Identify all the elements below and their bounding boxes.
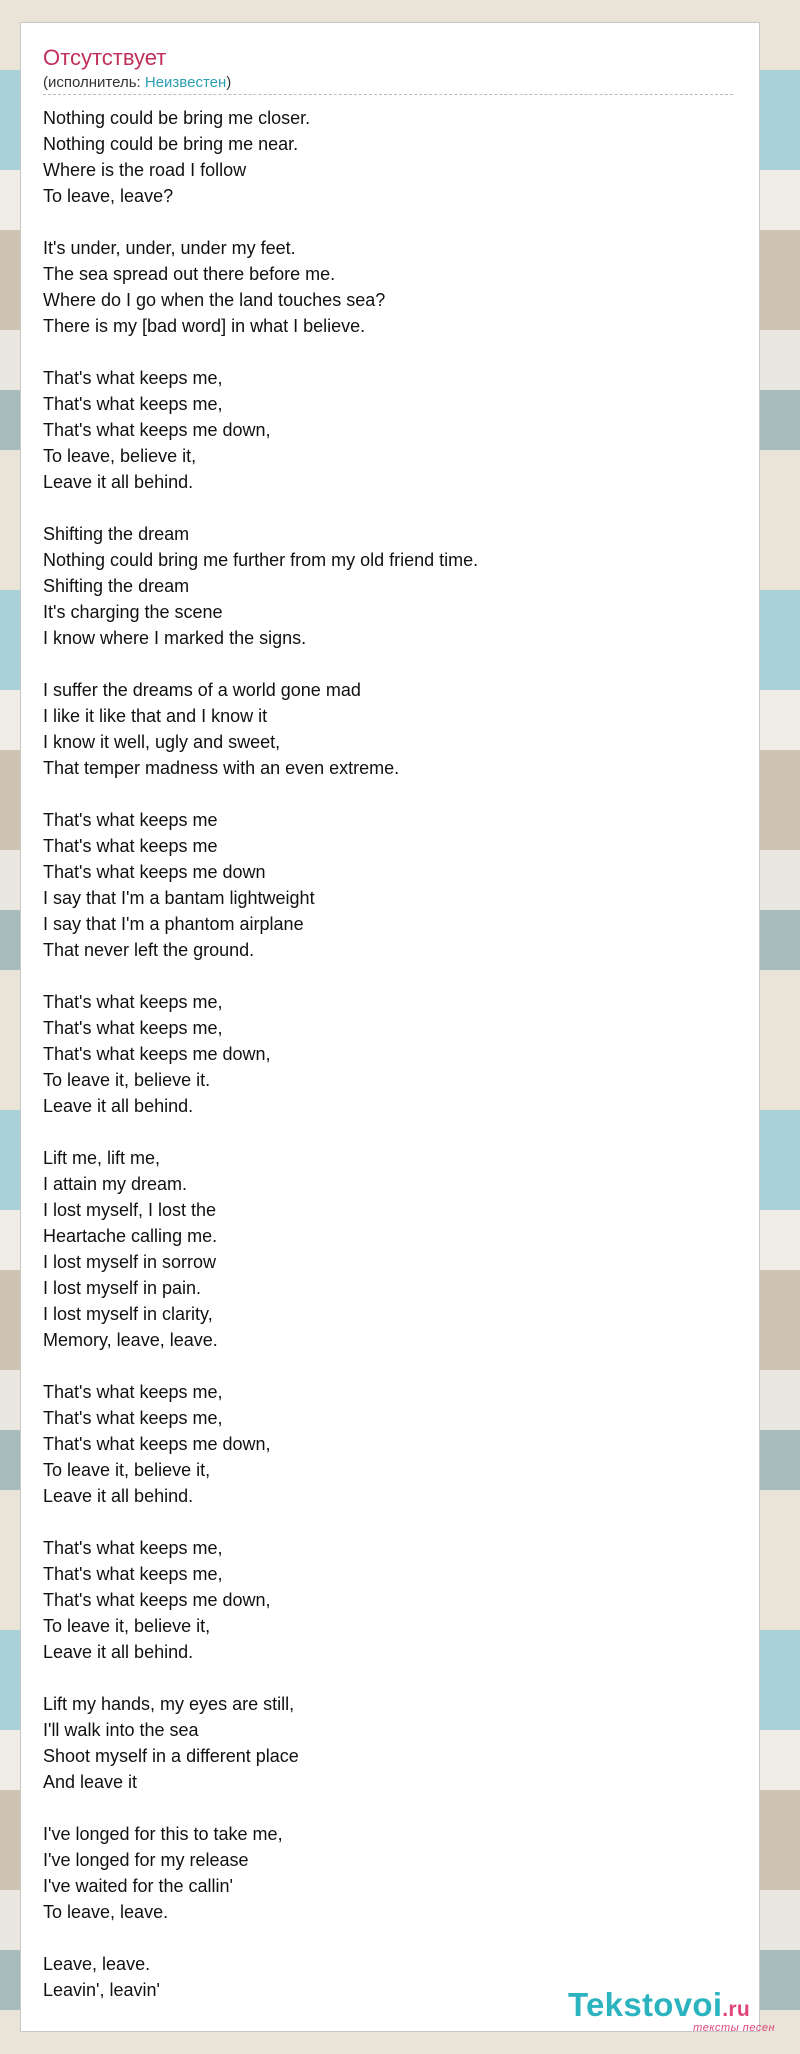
lyric-line: That's what keeps me down, (43, 1434, 271, 1454)
lyric-line: Where is the road I follow (43, 160, 247, 180)
lyric-line: That never left the ground. (43, 940, 255, 960)
lyric-line: Lift my hands, my eyes are still, (43, 1694, 295, 1714)
lyric-line: That's what keeps me, (43, 1538, 223, 1558)
lyric-line: I know it well, ugly and sweet, (43, 732, 281, 752)
lyric-line: That's what keeps me, (43, 1564, 223, 1584)
lyric-line: Leave, leave. (43, 1954, 151, 1974)
lyric-line (43, 651, 733, 677)
lyric-line: There is my [bad word] in what I believe. (43, 316, 366, 336)
lyrics-card (20, 22, 775, 2034)
lyric-line: That's what keeps me, (43, 368, 223, 388)
lyric-line (43, 1925, 733, 1951)
lyric-line (43, 495, 733, 521)
lyric-line (43, 1353, 733, 1379)
lyric-line: The sea spread out there before me. (43, 264, 336, 284)
lyric-line: I'll walk into the sea (43, 1720, 199, 1740)
lyric-line: I lost myself in pain. (43, 1278, 202, 1298)
lyric-line: Where do I go when the land touches sea? (43, 290, 386, 310)
lyric-line: To leave it, believe it. (43, 1070, 211, 1090)
lyric-line: That's what keeps me (43, 836, 218, 856)
lyric-line: And leave it (43, 1772, 138, 1792)
lyric-line: Shoot myself in a different place (43, 1746, 299, 1766)
lyric-line: I lost myself, I lost the (43, 1200, 217, 1220)
lyric-line (43, 1509, 733, 1535)
lyric-line: That's what keeps me, (43, 992, 223, 1012)
lyric-line: That's what keeps me down, (43, 1044, 271, 1064)
lyric-line: That's what keeps me down, (43, 420, 271, 440)
logo-tagline: тексты песен (693, 2022, 775, 2034)
lyric-line: I say that I'm a phantom airplane (43, 914, 304, 934)
lyric-line: Shifting the dream (43, 524, 190, 544)
lyric-line: That's what keeps me down (43, 862, 266, 882)
site-logo[interactable] (568, 1986, 793, 2036)
lyric-line: I've waited for the callin' (43, 1876, 233, 1896)
lyric-line: That's what keeps me, (43, 1408, 223, 1428)
lyric-line: To leave, believe it, (43, 446, 197, 466)
lyric-line: To leave, leave? (43, 186, 174, 206)
lyric-line: To leave it, believe it, (43, 1616, 211, 1636)
lyric-line: I know where I marked the signs. (43, 628, 307, 648)
lyric-line: I like it like that and I know it (43, 706, 268, 726)
lyric-line: Leave it all behind. (43, 472, 194, 492)
logo-main-text: Tekstovoi (568, 1986, 723, 2023)
lyric-line (43, 963, 733, 989)
lyric-line (43, 209, 733, 235)
artist-suffix: ) (226, 74, 232, 91)
lyric-line: Shifting the dream (43, 576, 190, 596)
lyric-line: That's what keeps me, (43, 1382, 223, 1402)
title-divider (43, 94, 733, 95)
lyric-line: Leave it all behind. (43, 1096, 194, 1116)
lyric-line: Lift me, lift me, (43, 1148, 161, 1168)
lyric-line: To leave it, believe it, (43, 1460, 211, 1480)
lyric-line (43, 1795, 733, 1821)
lyric-line: Leavin', leavin' (43, 1980, 160, 2000)
lyric-line: Nothing could be bring me near. (43, 134, 299, 154)
lyric-line: I've longed for my release (43, 1850, 249, 1870)
lyric-line: I suffer the dreams of a world gone mad (43, 680, 361, 700)
lyric-line: To leave, leave. (43, 1902, 169, 1922)
artist-line (43, 74, 231, 91)
lyric-line: That's what keeps me, (43, 394, 223, 414)
lyric-line: It's under, under, under my feet. (43, 238, 296, 258)
artist-prefix: (исполнитель: (43, 74, 145, 91)
lyric-line: I attain my dream. (43, 1174, 188, 1194)
lyric-line: Leave it all behind. (43, 1642, 194, 1662)
lyric-line: That's what keeps me down, (43, 1590, 271, 1610)
lyrics-text (43, 105, 733, 2003)
lyric-line: Nothing could bring me further from my old friend time. (43, 550, 479, 570)
lyric-line: Memory, leave, leave. (43, 1330, 218, 1350)
artist-link[interactable]: Неизвестен (144, 74, 227, 91)
lyric-line: Heartache calling me. (43, 1226, 218, 1246)
lyric-line: I've longed for this to take me, (43, 1824, 283, 1844)
lyric-line (43, 1665, 733, 1691)
lyric-line: Nothing could be bring me closer. (43, 108, 311, 128)
lyric-line (43, 1119, 733, 1145)
lyric-line: I lost myself in clarity, (43, 1304, 213, 1324)
lyric-line (43, 781, 733, 807)
lyric-line: That's what keeps me, (43, 1018, 223, 1038)
lyric-line: I say that I'm a bantam lightweight (43, 888, 315, 908)
lyric-line: Leave it all behind. (43, 1486, 194, 1506)
lyric-line: It's charging the scene (43, 602, 223, 622)
lyric-line: That's what keeps me (43, 810, 218, 830)
logo-wordmark (568, 1986, 750, 2024)
lyric-line: That temper madness with an even extreme. (43, 758, 400, 778)
logo-tld: .ru (722, 1998, 751, 2021)
song-title: Отсутствует (43, 45, 167, 70)
lyric-line (43, 339, 733, 365)
lyric-line: I lost myself in sorrow (43, 1252, 217, 1272)
